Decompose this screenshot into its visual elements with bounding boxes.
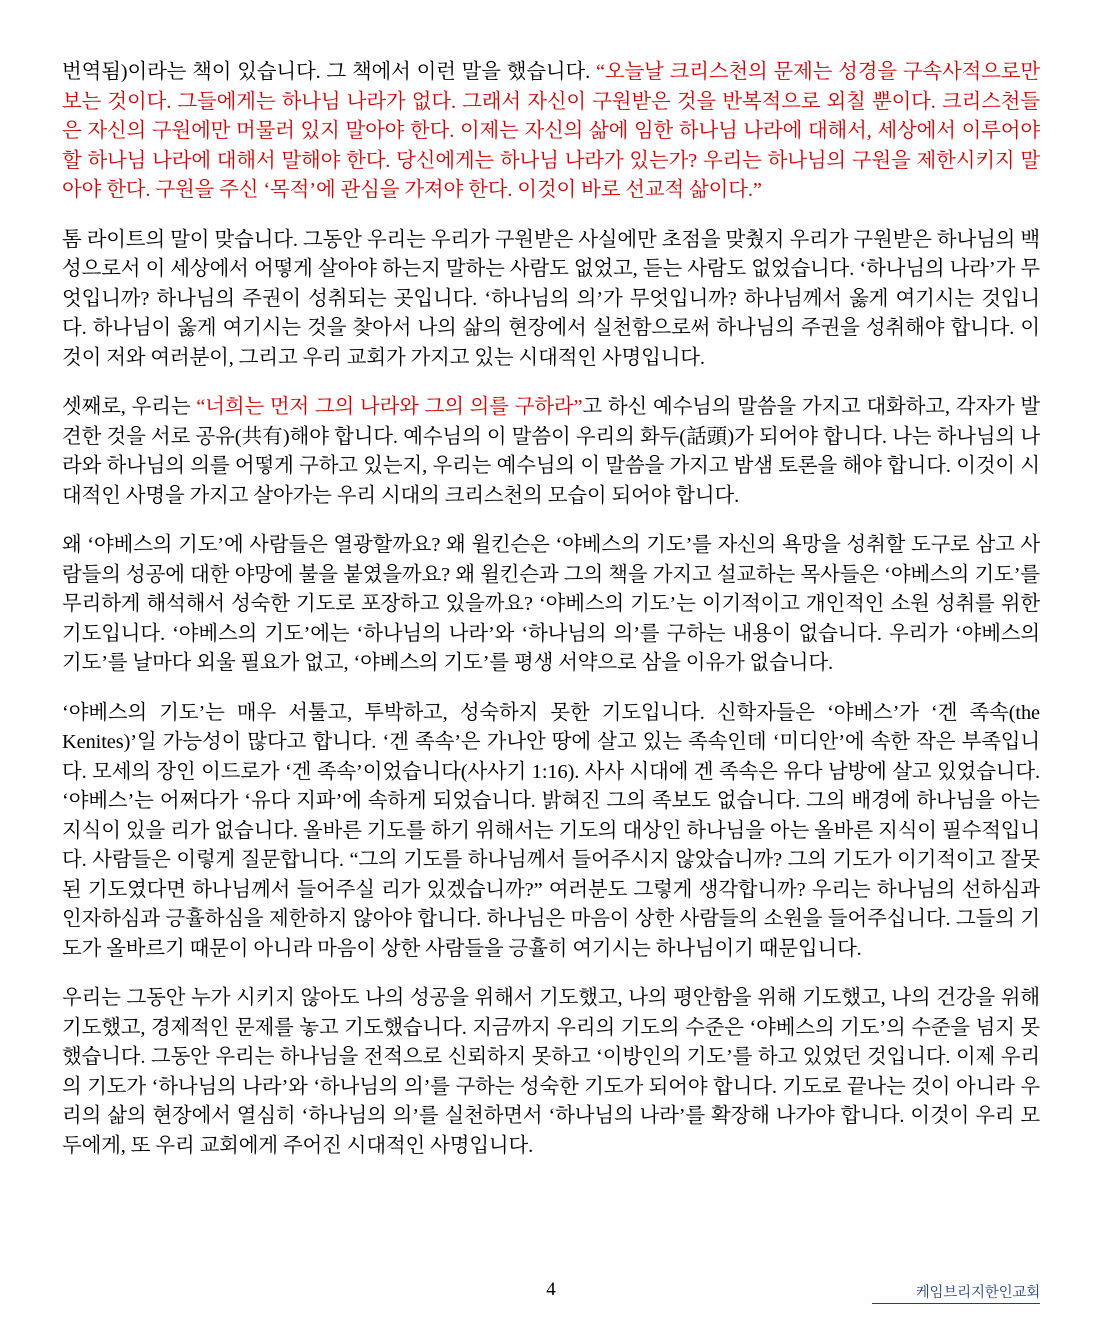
paragraph-3 [62,393,1040,511]
church-name-mark: 케임브리지한인교회 [915,1285,1040,1301]
paragraph-4-segment-1: 왜 ‘야베스의 기도’에 사람들은 열광할까요? 왜 윌킨슨은 ‘야베스의 기도’를 자신의 욕망을 성취할 도구로 삼고 사람들의 성공에 대한 야망에 불을 붙였을까요? 왜 윌킨슨과 그의 책을 가지고 설교하는 목사들은 ‘야베스의 기도’를 무리하게 해석해서 성숙한 기도로 포장하고 있을까요? ‘야베스의 기도’는 이기적이고 개인적인 소원 성취를 위한 기도입니다. ‘야베스의 기도’에는 ‘하나님의 나라’와 ‘하나님의 의’를 구하는 내용이 없습니다. 우리가 ‘야베스의 기도’를 날마다 외울 필요가 없고, ‘야베스의 기도’를 평생 서약으로 삼을 이유가 없습니다. [62,534,1040,674]
paragraph-5-segment-1: ‘야베스의 기도’는 매우 서툴고, 투박하고, 성숙하지 못한 기도입니다. 신학자들은 ‘야베스’가 ‘겐 족속(the Kenites)’일 가능성이 많다고 합니다. ‘겐 족속’은 가나안 땅에 살고 있는 족속인데 ‘미디안’에 속한 작은 부족입니다. 모세의 장인 이드로가 ‘겐 족속’이었습니다(사사기 1:16). 사사 시대에 겐 족속은 유다 남방에 살고 있었습니다. ‘야베스’는 어쩌다가 ‘유다 지파’에 속하게 되었습니다. 밝혀진 그의 족보도 없습니다. 그의 배경에 하나님을 아는 지식이 있을 리가 없습니다. 올바른 기도를 하기 위해서는 기도의 대상인 하나님을 아는 올바른 지식이 필수적입니다. 사람들은 이렇게 질문합니다. “그의 기도를 하나님께서 들어주시지 않았습니까? 그의 기도가 이기적이고 잘못된 기도였다면 하나님께서 들어주실 리가 있겠습니까?” 여러분도 그렇게 생각합니까? 우리는 하나님의 선하심과 인자하심과 긍휼하심을 제한하지 않아야 합니다. 하나님은 마음이 상한 사람들의 소원을 들어주십니다. 그들의 기도가 올바르기 때문이 아니라 마음이 상한 사람들을 긍휼히 여기시는 하나님이기 때문입니다. [62,701,1040,960]
paragraph-6-segment-1: 우리는 그동안 누가 시키지 않아도 나의 성공을 위해서 기도했고, 나의 평안함을 위해 기도했고, 나의 건강을 위해 기도했고, 경제적인 문제를 놓고 기도했습니다. 지금까지 우리의 기도의 수준은 ‘야베스의 기도’의 수준을 넘지 못했습니다. 그동안 우리는 하나님을 전적으로 신뢰하지 못하고 ‘이방인의 기도’를 하고 있었던 것입니다. 이제 우리의 기도가 ‘하나님의 나라’와 ‘하나님의 의’를 구하는 성숙한 기도가 되어야 합니다. 기도로 끝나는 것이 아니라 우리의 삶의 현장에서 열심히 ‘하나님의 의’를 실천하면서 ‘하나님의 나라’를 확장해 나가야 합니다. 이것이 우리 모두에게, 또 우리 교회에게 주어진 시대적인 사명입니다. [62,987,1040,1157]
document-body [62,58,1040,1161]
paragraph-3-segment-1: 셋째로, 우리는 [62,396,197,418]
paragraph-5 [62,699,1040,965]
paragraph-2-segment-1: 톰 라이트의 말이 맞습니다. 그동안 우리는 우리가 구원받은 사실에만 초점을 맞췄지 우리가 구원받은 하나님의 백성으로서 이 세상에서 어떻게 살아야 하는지 말하는 사람도 없었고, 듣는 사람도 없었습니다. ‘하나님의 나라’가 무엇입니까? 하나님의 주권이 성취되는 곳입니다. ‘하나님의 의’가 무엇입니까? 하나님께서 옳게 여기시는 것입니다. 하나님이 옳게 여기시는 것을 찾아서 나의 삶의 현장에서 실천함으로써 하나님의 주권을 성취해야 합니다. 이것이 저와 여러분이, 그리고 우리 교회가 가지고 있는 시대적인 사명입니다. [62,228,1040,369]
footer-divider [872,1303,1040,1304]
paragraph-1 [62,58,1040,206]
paragraph-4 [62,531,1040,679]
page-footer [0,1279,1102,1319]
paragraph-1-segment-1: 번역됨)이라는 책이 있습니다. 그 책에서 이런 말을 했습니다. [62,61,597,83]
paragraph-3-segment-3: 고 하신 예수님의 말씀을 가지고 대화하고, 각자가 발견한 것을 서로 공유(共有)해야 합니다. 예수님의 이 말씀이 우리의 화두(話頭)가 되어야 합니다. 나는 하나님의 나라와 하나님의 의를 어떻게 구하고 있는지, 우리는 예수님의 이 말씀을 가지고 밤샘 토론을 해야 합니다. 이것이 시대적인 사명을 가지고 살아가는 우리 시대의 크리스천의 모습이 되어야 합니다. [62,396,1041,507]
paragraph-3-scripture-highlight: “너희는 먼저 그의 나라와 그의 의를 구하라” [196,396,583,418]
paragraph-2 [62,226,1040,374]
page-number: 4 [546,1279,556,1300]
paragraph-6 [62,984,1040,1161]
paragraph-1-quote-highlight: “오늘날 크리스천의 문제는 성경을 구속사적으로만 보는 것이다. 그들에게는 하나님 나라가 없다. 그래서 자신이 구원받은 것을 반복적으로 외칠 뿐이다. 크리스천들은 자신의 구원에만 머물러 있지 말아야 한다. 이제는 자신의 삶에 임한 하나님 나라에 대해서, 세상에서 이루어야 할 하나님 나라에 대해서 말해야 한다. 당신에게는 하나님 나라가 있는가? 우리는 하나님의 구원을 제한시키지 말아야 한다. 구원을 주신 ‘목적’에 관심을 가져야 한다. 이것이 바로 선교적 삶이다.” [62,61,1040,201]
